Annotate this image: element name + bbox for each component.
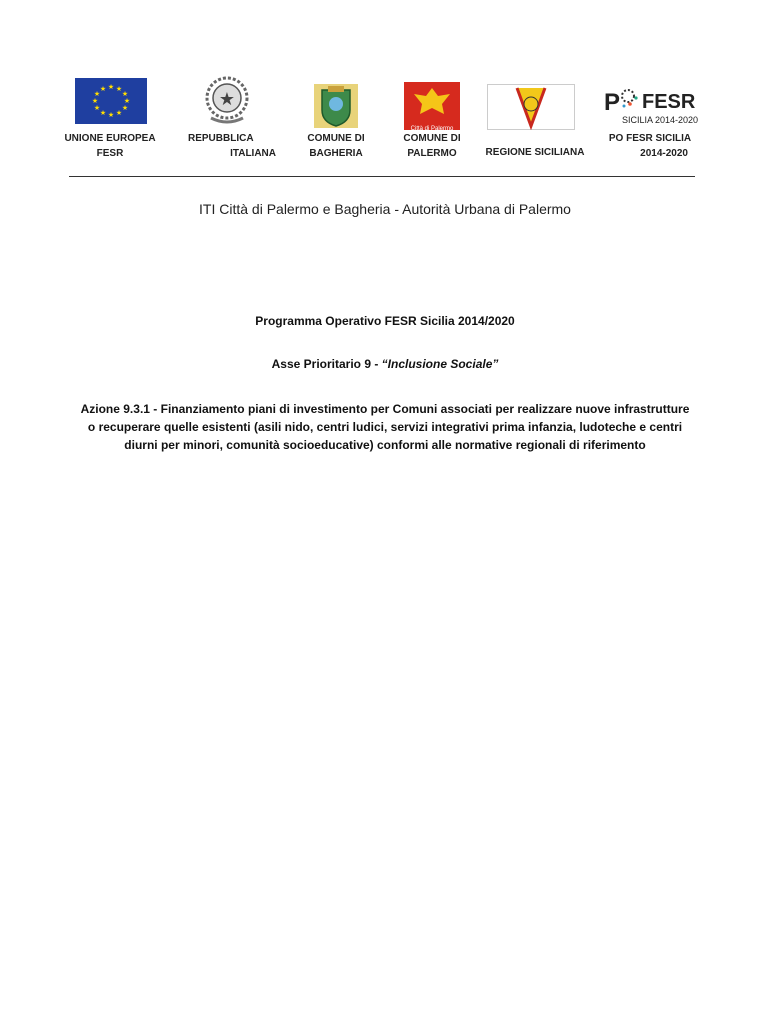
po-fesr-mark-icon	[604, 86, 644, 116]
logo-caption-line: COMUNE DI	[403, 133, 461, 144]
svg-text:★: ★	[107, 112, 115, 119]
svg-text:★: ★	[123, 98, 131, 105]
logo-header	[60, 72, 710, 172]
italian-republic-emblem	[203, 74, 251, 126]
po-fesr-brand: FESR	[642, 91, 696, 113]
asse-heading	[80, 355, 690, 373]
eagle-icon	[404, 82, 460, 120]
logo-caption-line: REGIONE SICILIANA	[485, 147, 585, 158]
logo-caption-line: 2014-2020	[640, 148, 688, 159]
logo-caption-line: BAGHERIA	[309, 148, 363, 159]
svg-text:★: ★	[93, 105, 101, 112]
palermo-badge-text: Città di Palermo	[410, 126, 454, 132]
eu-flag-logo	[75, 78, 147, 124]
logo-caption-line: PO FESR SICILIA	[608, 133, 692, 144]
logo-caption-line: REPUBBLICA	[188, 133, 254, 144]
svg-text:P: P	[604, 89, 621, 116]
azione-description: Azione 9.3.1 - Finanziamento piani di investimento per Comuni associati per realizzare nuove infrastrutture o recuperare quelle esistenti (asili nido, centri ludici, servizi integrativi prima infanzia, ludoteche e centri diurni per minori, comunità socioeducative) conformi alle normative regionali di riferimento	[80, 402, 690, 452]
svg-text:★: ★	[115, 86, 123, 93]
svg-text:★: ★	[99, 110, 107, 117]
logo-caption-po-fesr	[600, 131, 700, 161]
logo-caption-regione	[480, 145, 590, 160]
asse-title: “Inclusione Sociale”	[381, 357, 499, 371]
asse-prefix: Asse Prioritario 9 -	[271, 357, 382, 371]
palermo-crest-logo	[404, 82, 460, 130]
svg-text:★: ★	[107, 84, 115, 91]
svg-text:★: ★	[121, 105, 129, 112]
svg-text:★: ★	[99, 86, 107, 93]
logo-caption-line: FESR	[96, 148, 124, 159]
logo-caption-bagheria	[300, 131, 372, 161]
svg-text:★: ★	[115, 110, 123, 117]
po-fesr-logo	[604, 86, 700, 128]
logo-caption-line: PALERMO	[407, 148, 457, 159]
logo-caption-line: COMUNE DI	[307, 133, 365, 144]
po-fesr-brand-sub: SICILIA 2014-2020	[621, 115, 698, 125]
svg-text:★: ★	[121, 91, 129, 98]
header-divider	[69, 176, 695, 177]
document-subtitle: ITI Città di Palermo e Bagheria - Autorità Urbana di Palermo	[199, 201, 571, 217]
sicily-trinacria-logo	[487, 84, 575, 130]
svg-text:★: ★	[218, 89, 236, 109]
logo-caption-line: UNIONE EUROPEA	[64, 133, 156, 144]
logo-caption-line: ITALIANA	[230, 148, 276, 159]
logo-caption-palermo	[396, 131, 468, 161]
logo-caption-eu	[60, 131, 160, 161]
bagheria-crest-logo	[312, 82, 360, 130]
svg-text:★: ★	[93, 91, 101, 98]
programma-heading: Programma Operativo FESR Sicilia 2014/2020	[255, 314, 515, 328]
logo-caption-repubblica	[188, 131, 276, 161]
svg-text:★: ★	[91, 98, 99, 105]
